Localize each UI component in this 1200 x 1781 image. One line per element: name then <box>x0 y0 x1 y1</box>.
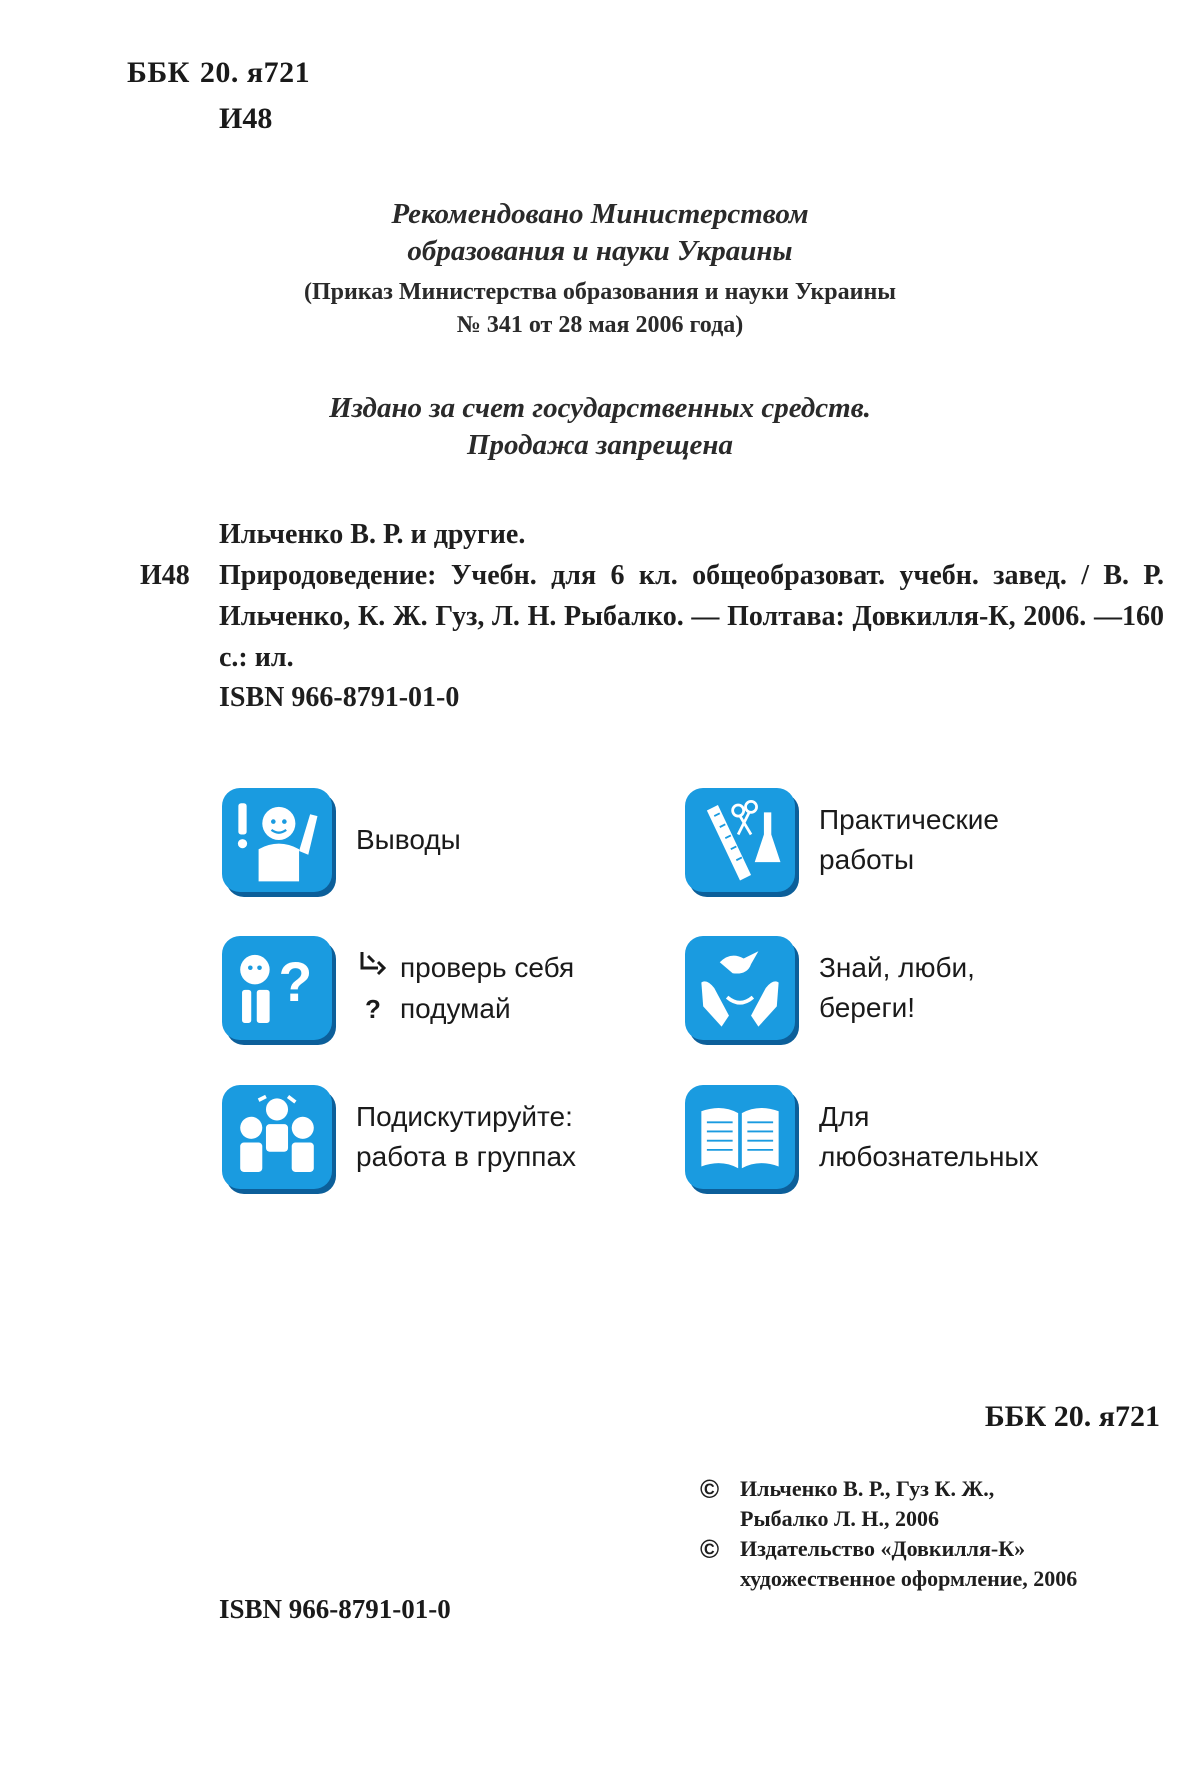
check-yourself-text: проверь себя <box>400 952 575 983</box>
copyright-authors <box>700 1474 1077 1534</box>
legend-practical-label <box>819 800 999 880</box>
think-text: подумай <box>400 992 511 1024</box>
order-line-2: № 341 от 28 мая 2006 года) <box>456 312 744 338</box>
curious-line-1: Для <box>819 1101 870 1132</box>
copyright-publisher <box>700 1534 1077 1594</box>
check-arrow-icon <box>356 948 390 989</box>
legend-check-label <box>356 948 574 1029</box>
hands-dove-icon <box>685 936 795 1040</box>
author-index: И48 <box>219 102 273 135</box>
check-yourself-row <box>356 948 574 989</box>
svg-text:?: ? <box>278 950 313 1013</box>
legend-conclusions <box>222 788 461 892</box>
bbk-code: 20. я721 <box>199 56 311 89</box>
bbk-footer: ББК 20. я721 <box>984 1400 1160 1433</box>
nature-line-1: Знай, люби, <box>819 952 975 983</box>
practical-line-2: работы <box>819 844 915 875</box>
copyright-publisher-line-1: Издательство «Довкилля-К» <box>740 1536 1026 1561</box>
copyright-symbol: © <box>700 1474 720 1504</box>
nature-line-2: береги! <box>819 992 916 1023</box>
ruler-scissors-flask-icon <box>685 788 795 892</box>
legend-practical <box>685 788 999 892</box>
copyright-publisher-line-2: художественное оформление, 2006 <box>740 1566 1078 1591</box>
practical-line-1: Практические <box>819 804 999 835</box>
recommendation-line-1: Рекомендовано Министерством <box>391 198 809 230</box>
bib-isbn: ISBN 966-8791-01-0 <box>219 682 460 713</box>
legend-nature-label <box>819 948 975 1028</box>
legend-check <box>222 936 574 1040</box>
legend-curious <box>685 1085 1039 1189</box>
legend-discuss-label <box>356 1097 576 1177</box>
bbk-label: ББК <box>127 56 190 89</box>
group-of-children-icon <box>222 1085 332 1189</box>
curious-line-2: любознательных <box>819 1141 1039 1172</box>
bib-description: Природоведение: Учебн. для 6 кл. общеобразоват. учебн. завед. / В. Р. Ильченко, К. Ж. Гуз, Л. Н. Рыбалко. — Полтава: Довкилля-К, 2006. —160 с.: ил. <box>219 560 1164 673</box>
bib-authors: Ильченко В. Р. и другие. <box>219 519 526 550</box>
funding-line-2: Продажа запрещена <box>467 429 733 461</box>
isbn-footer: ISBN 966-8791-01-0 <box>219 1594 451 1624</box>
legend-discuss <box>222 1085 576 1189</box>
order-line-1: (Приказ Министерства образования и науки Украины <box>303 279 897 305</box>
legend-curious-label <box>819 1097 1039 1177</box>
ministry-order <box>0 276 1200 342</box>
copyright-block <box>700 1474 1077 1594</box>
discuss-line-1: Подискутируйте: <box>356 1101 573 1132</box>
think-row <box>356 989 574 1029</box>
children-question-icon <box>222 936 332 1040</box>
bib-index: И48 <box>140 560 190 591</box>
copyright-symbol: © <box>700 1534 720 1564</box>
recommendation <box>0 196 1200 270</box>
discuss-line-2: работа в группах <box>356 1141 577 1172</box>
funding-note <box>0 390 1200 464</box>
copyright-authors-line-2: Рыбалко Л. Н., 2006 <box>740 1506 940 1531</box>
legend-nature <box>685 936 975 1040</box>
conclusions-text: Выводы <box>356 824 461 855</box>
recommendation-line-2: образования и науки Украины <box>407 235 793 267</box>
open-book-icon <box>685 1085 795 1189</box>
child-raising-hand-icon <box>222 788 332 892</box>
legend-conclusions-label <box>356 820 461 860</box>
question-mark-icon: ? <box>365 993 381 1024</box>
bbk-header <box>127 56 310 90</box>
funding-line-1: Издано за счет государственных средств. <box>329 392 871 424</box>
copyright-authors-line-1: Ильченко В. Р., Гуз К. Ж., <box>740 1476 995 1501</box>
